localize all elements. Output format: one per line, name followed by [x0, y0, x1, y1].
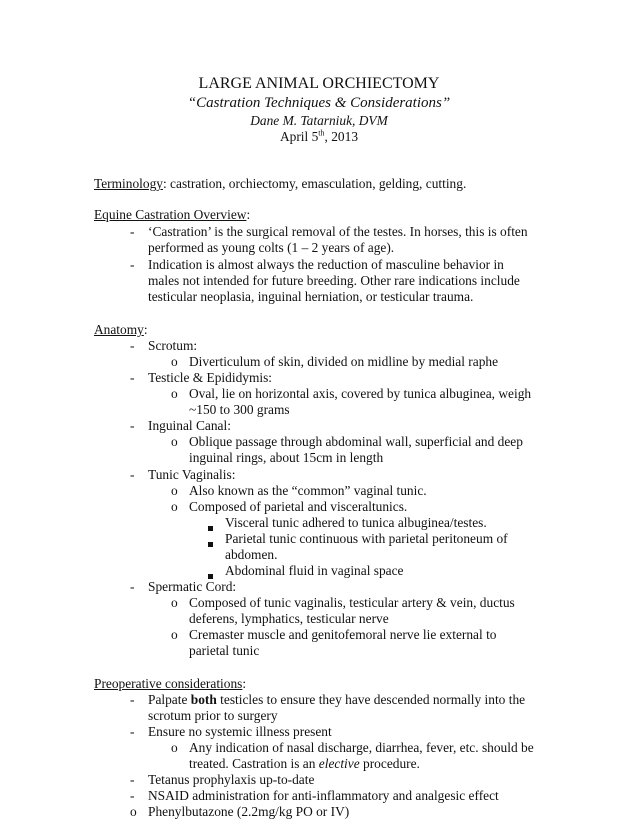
anatomy-tunic-visceral: Visceral tunic adhered to tunica albuginea/testes. — [225, 515, 487, 530]
preop-bullet-4-detail: Phenylbutazone (2.2mg/kg PO or IV) — [148, 804, 350, 819]
anatomy-scrotum: Scrotum: — [148, 338, 198, 353]
anatomy-cord-detail-1-line-2: deferens, lymphatics, testicular nerve — [189, 611, 389, 626]
dash-marker: - — [130, 788, 135, 803]
anatomy-scrotum-detail: Diverticulum of skin, divided on midline by medial raphe — [189, 354, 499, 369]
overview-colon: : — [246, 207, 251, 222]
anatomy-testicle-detail-line-2: ~150 to 300 grams — [189, 402, 290, 417]
anatomy-tunic-detail-2: Composed of parietal and visceraltunics. — [189, 499, 408, 514]
anatomy-tunic-detail-1: Also known as the “common” vaginal tunic. — [189, 483, 427, 498]
overview-bullet-2-line-2: males not intended for future breeding. Other rare indications include — [148, 273, 520, 288]
anatomy-tunic: Tunic Vaginalis: — [148, 467, 236, 482]
preop-colon: : — [242, 676, 247, 691]
dash-marker: - — [130, 257, 135, 272]
preop-bullet-3: Tetanus prophylaxis up-to-date — [148, 772, 315, 787]
overview-heading: Equine Castration Overview — [94, 207, 247, 222]
anatomy-inguinal-detail-line-1: Oblique passage through abdominal wall, superficial and deep — [189, 434, 523, 449]
anatomy-tunic-parietal-line-1: Parietal tunic continuous with parietal peritoneum of — [225, 531, 508, 546]
anatomy-tunic-parietal-line-2: abdomen. — [225, 547, 278, 562]
preop-b2-italic: elective — [318, 756, 360, 771]
date-year: , 2013 — [324, 129, 359, 144]
anatomy-cord-detail-1-line-1: Composed of tunic vaginalis, testicular artery & vein, ductus — [189, 595, 515, 610]
preop-bullet-2-detail-line-2 — [189, 756, 420, 772]
overview-heading-line — [94, 207, 250, 223]
dash-marker: - — [130, 724, 135, 739]
preop-b1-post: testicles to ensure they have descended normally into the — [216, 692, 526, 707]
overview-bullet-2-line-3: testicular neoplasia, inguinal herniation, or testicular trauma. — [148, 289, 474, 304]
dash-marker: - — [130, 579, 135, 594]
preop-heading: Preoperative considerations — [94, 676, 243, 691]
anatomy-testicle-detail-line-1: Oval, lie on horizontal axis, covered by tunica albuginea, weigh — [189, 386, 532, 401]
preop-b1-pre: Palpate — [148, 692, 191, 707]
anatomy-cord: Spermatic Cord: — [148, 579, 237, 594]
preop-bullet-1-line-1 — [148, 692, 525, 708]
terminology-text: : castration, orchiectomy, emasculation, gelding, cutting. — [162, 176, 467, 191]
circle-marker: o — [171, 434, 178, 449]
overview-bullet-1-line-1: ‘Castration’ is the surgical removal of the testes. In horses, this is often — [148, 224, 528, 239]
dash-marker: - — [130, 224, 135, 239]
preop-bullet-2: Ensure no systemic illness present — [148, 724, 332, 739]
circle-marker: o — [171, 595, 178, 610]
circle-marker: o — [130, 804, 137, 819]
anatomy-colon: : — [143, 322, 148, 337]
anatomy-heading-line — [94, 322, 148, 338]
author-line: Dane M. Tatarniuk, DVM — [250, 113, 388, 128]
square-bullet — [208, 535, 213, 551]
anatomy-tunic-fluid: Abdominal fluid in vaginal space — [225, 563, 404, 578]
overview-bullet-1-line-2: performed as young colts (1 – 2 years of age). — [148, 240, 395, 255]
anatomy-cord-detail-2-line-2: parietal tunic — [189, 643, 260, 658]
circle-marker: o — [171, 354, 178, 369]
anatomy-inguinal: Inguinal Canal: — [148, 418, 231, 433]
circle-marker: o — [171, 740, 178, 755]
preop-bullet-2-detail-line-1: Any indication of nasal discharge, diarrhea, fever, etc. should be — [189, 740, 534, 755]
square-bullet — [208, 519, 213, 535]
anatomy-cord-detail-2-line-1: Cremaster muscle and genitofemoral nerve lie external to — [189, 627, 497, 642]
terminology-heading: Terminology — [94, 176, 163, 191]
date-main: April 5 — [279, 129, 319, 144]
dash-marker: - — [130, 338, 135, 353]
anatomy-testicle: Testicle & Epididymis: — [148, 370, 273, 385]
dash-marker: - — [130, 772, 135, 787]
preop-bullet-1-line-2: scrotum prior to surgery — [148, 708, 278, 723]
preop-b1-bold: both — [190, 692, 217, 707]
dash-marker: - — [130, 370, 135, 385]
dash-marker: - — [130, 692, 135, 707]
anatomy-heading: Anatomy — [94, 322, 144, 337]
date-suffix: th — [318, 128, 325, 138]
document-title: LARGE ANIMAL ORCHIECTOMY — [198, 75, 440, 92]
preop-b2-pre: treated. Castration is an — [189, 756, 319, 771]
preop-b2-post: procedure. — [359, 756, 420, 771]
circle-marker: o — [171, 483, 178, 498]
circle-marker: o — [171, 386, 178, 401]
date-line — [0, 129, 638, 145]
anatomy-inguinal-detail-line-2: inguinal rings, about 15cm in length — [189, 450, 384, 465]
preop-bullet-4: NSAID administration for anti-inflammatory and analgesic effect — [148, 788, 499, 803]
circle-marker: o — [171, 499, 178, 514]
preop-heading-line — [94, 676, 246, 692]
dash-marker: - — [130, 467, 135, 482]
document-subtitle: “Castration Techniques & Considerations” — [187, 95, 451, 111]
dash-marker: - — [130, 418, 135, 433]
overview-bullet-2-line-1: Indication is almost always the reduction of masculine behavior in — [148, 257, 504, 272]
terminology-line — [94, 176, 466, 192]
circle-marker: o — [171, 627, 178, 642]
